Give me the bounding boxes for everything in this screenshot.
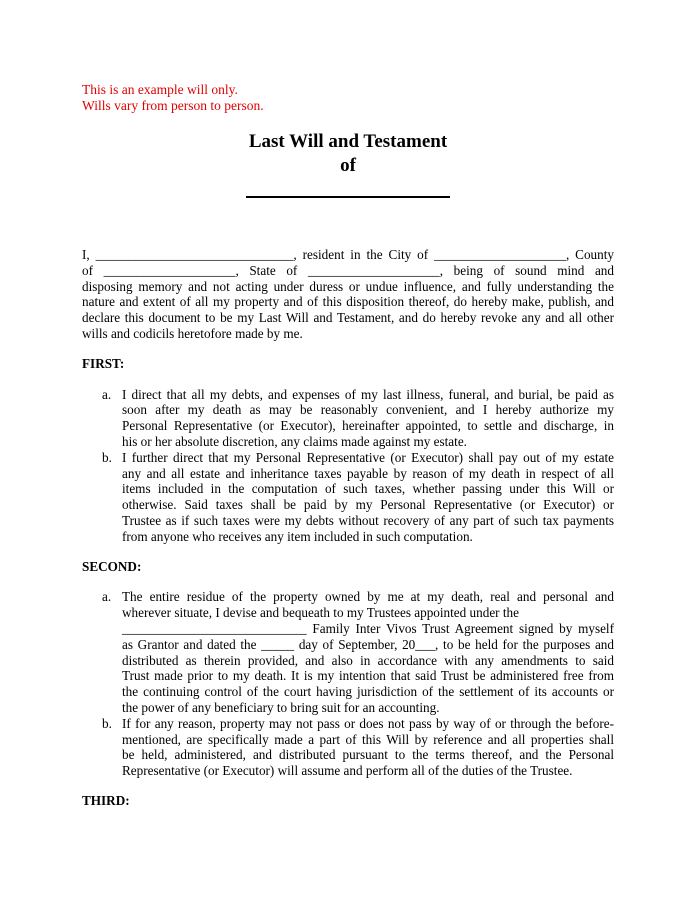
item-line: distributed as therein provided, and also in accordance with any amendments to said xyxy=(122,652,614,668)
intro-line: I, ______________________________, resident in the City of ____________________, County xyxy=(82,247,614,262)
item-line: The entire residue of the property owned by me at my death, real and personal and xyxy=(122,589,614,605)
section-second-heading: SECOND: xyxy=(82,558,142,574)
item-line: mentioned, are specifically made a part of this Will by reference and all properties shall xyxy=(122,731,614,747)
item-line: ____________________________ Family Inter Vivos Trust Agreement signed by myself xyxy=(122,620,614,636)
second-item-a xyxy=(82,589,614,715)
item-line: the power of any beneficiary to bring suit for an accounting. xyxy=(122,699,440,715)
item-line: I direct that all my debts, and expenses of my last illness, funeral, and burial, be paid as xyxy=(122,386,614,402)
item-line: otherwise. Said taxes shall be paid by my Personal Representative (or Executor) or xyxy=(122,497,614,513)
item-line: be held, administered, and distributed pursuant to the terms thereof, and the Personal xyxy=(122,747,614,763)
item-line: I further direct that my Personal Representative (or Executor) shall pay out of my estate xyxy=(122,449,614,465)
item-line: any and all estate and inheritance taxes payable by reason of my death in respect of all xyxy=(122,465,614,481)
item-line: soon after my death as may be reasonably convenient, and I hereby authorize my xyxy=(122,402,614,418)
item-line: If for any reason, property may not pass or does not pass by way of or through the before- xyxy=(122,715,614,731)
item-line: as Grantor and dated the _____ day of September, 20___, to be held for the purposes and xyxy=(122,636,614,652)
item-line: his or her absolute discretion, any claims made against my estate. xyxy=(122,433,467,449)
item-marker: b. xyxy=(102,715,112,731)
intro-line: wills and codicils heretofore made by me. xyxy=(82,325,303,341)
intro-paragraph xyxy=(82,247,614,342)
first-item-b xyxy=(82,450,614,545)
item-marker: a. xyxy=(102,589,112,605)
item-line: Trustee as if such taxes were my debts without recovery of any part of such tax payments xyxy=(122,512,614,528)
example-note-line-1: This is an example will only. xyxy=(82,82,238,97)
example-note xyxy=(82,82,264,114)
testator-name-blank xyxy=(246,196,450,198)
item-line: from anyone who receives any item included in such computation. xyxy=(122,528,473,544)
item-line: wherever situate, I devise and bequeath to my Trustees appointed under the xyxy=(122,605,519,621)
item-line: Representative (or Executor) will assume and perform all of the duties of the Trustee. xyxy=(122,763,573,779)
document-body xyxy=(82,247,614,824)
title-line-1: Last Will and Testament xyxy=(248,131,448,152)
intro-line: nature and extent of all my property and of this disposition thereof, do hereby make, publish, and xyxy=(82,294,614,310)
document-title xyxy=(0,130,696,178)
example-note-line-2: Wills vary from person to person. xyxy=(82,98,264,113)
item-marker: b. xyxy=(102,449,112,465)
section-first-heading: FIRST: xyxy=(82,355,125,371)
item-marker: a. xyxy=(102,386,112,402)
item-line: items included in the computation of such taxes, whether passing under this Will or xyxy=(122,481,614,497)
intro-line: disposing memory and not acting under duress or undue influence, and fully understanding the xyxy=(82,278,614,294)
intro-line: of ____________________, State of ____________________, being of sound mind and xyxy=(82,262,614,278)
item-line: the continuing control of the court having jurisdiction of the settlement of its accounts or xyxy=(122,684,614,700)
second-item-b xyxy=(82,716,614,779)
title-line-2: of xyxy=(340,155,356,176)
first-item-a xyxy=(82,387,614,450)
item-line: Personal Representative (or Executor), hereinafter appointed, to settle and discharge, in xyxy=(122,418,614,434)
item-line: Trust made prior to my death. It is my intention that said Trust be administered free from xyxy=(122,668,614,684)
section-third-heading: THIRD: xyxy=(82,792,130,808)
intro-line: declare this document to be my Last Will and Testament, and do hereby revoke any and all other xyxy=(82,310,614,326)
